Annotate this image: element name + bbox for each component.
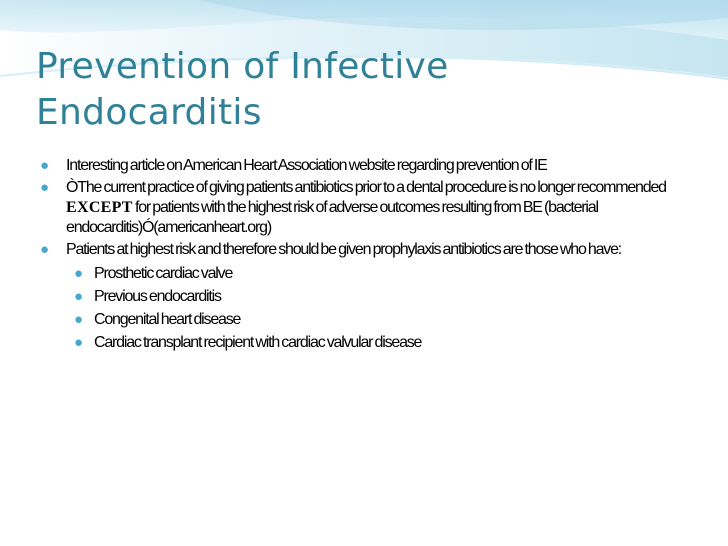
slide-title xyxy=(36,44,696,136)
sub-bullet-item xyxy=(40,287,700,307)
sub-bullet-text: Previous endocarditis xyxy=(94,288,221,305)
bullet-icon: ● xyxy=(74,288,84,305)
bullet-icon: ● xyxy=(40,241,50,258)
bullet-icon: ● xyxy=(40,157,50,174)
bullet-text: Interesting article on American Heart Association website regarding prevention of IE xyxy=(66,157,547,174)
bullet-icon: ● xyxy=(74,265,84,282)
bullet-list xyxy=(40,156,700,260)
slide-title-line-2: Endocarditis xyxy=(36,92,262,133)
bullet-text: Patients at highest risk and therefore should be given prophylaxis antibiotics are those who have: xyxy=(66,241,622,258)
bullet-item-article xyxy=(40,156,700,176)
sub-bullet-text: Congenital heart disease xyxy=(94,311,241,328)
bullet-item-risk-patients xyxy=(40,240,700,260)
sub-bullet-list xyxy=(40,264,700,353)
bullet-item-quote xyxy=(40,178,700,238)
bullet-icon: ● xyxy=(74,334,84,351)
sub-bullet-text: Cardiac transplant recipient with cardiac valvular disease xyxy=(94,334,422,351)
bullet-icon: ● xyxy=(40,179,50,196)
slide-title-line-1: Prevention of Infective xyxy=(36,46,449,87)
bullet-icon: ● xyxy=(74,311,84,328)
sub-bullet-item xyxy=(40,264,700,284)
slide-body xyxy=(40,156,700,356)
bullet-text-end: for patients with the highest risk of adverse outcomes resulting from BE (bacterial endocarditis)Ó(americanheart.org) xyxy=(66,199,598,236)
sub-bullet-item xyxy=(40,333,700,353)
bullet-text-start: ÒThe current practice of giving patients antibiotics prior to a dental procedure is no longer recommended xyxy=(66,179,666,196)
sub-bullet-text: Prosthetic cardiac valve xyxy=(94,265,233,282)
bullet-text-emphasis: EXCEPT xyxy=(66,199,133,216)
sub-bullet-item xyxy=(40,310,700,330)
